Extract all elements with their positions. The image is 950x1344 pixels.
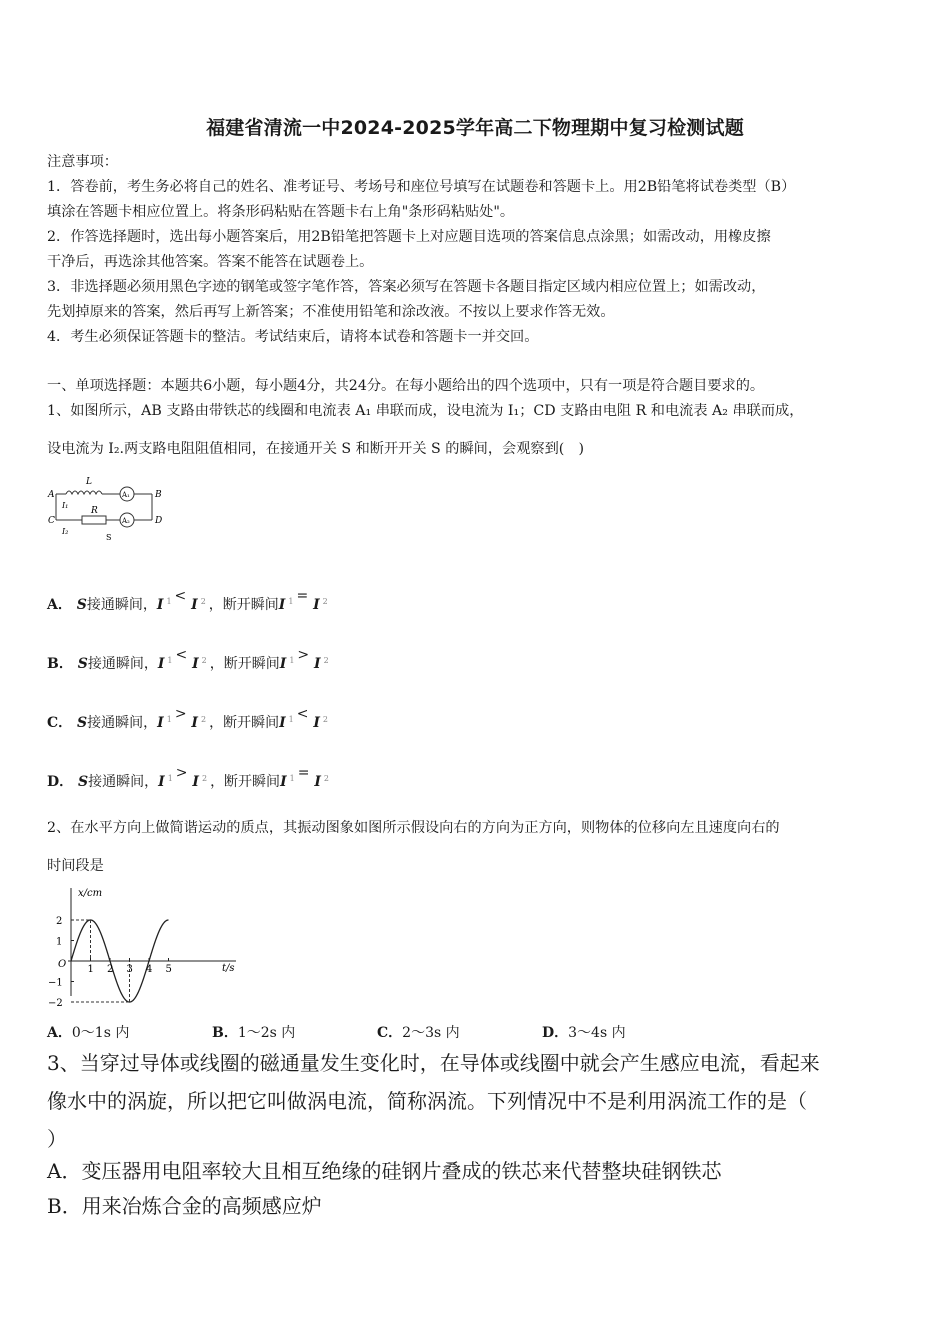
q2-option-c[interactable]: C．2～3s 内: [377, 1025, 460, 1041]
y-axis-label: x/cm: [78, 888, 103, 899]
notice-line: 4．考生必须保证答题卡的整洁。考试结束后，请将本试卷和答题卡一并交回。: [47, 329, 539, 345]
q3-stem-line3: ）: [47, 1127, 67, 1151]
notice-line: 2．作答选择题时，选出每小题答案后，用2B铅笔把答题卡上对应题目选项的答案信息点涂黑；如需改动，用橡皮擦: [47, 229, 771, 245]
q3-option-a[interactable]: A．变压器用电阻率较大且相互绝缘的硅钢片叠成的铁芯来代替整块硅钢铁芯: [47, 1159, 722, 1183]
x-axis-label: t/s: [222, 963, 235, 974]
label-B: B: [155, 490, 162, 500]
label-L: L: [86, 477, 92, 487]
q3-option-b[interactable]: B．用来冶炼合金的高频感应炉: [47, 1194, 322, 1218]
label-D: D: [155, 516, 163, 526]
x-tick-label: 2: [107, 964, 114, 975]
section-heading: 一、单项选择题：本题共6小题，每小题4分，共24分。在每小题给出的四个选项中，只有一项是符合题目要求的。: [47, 378, 765, 394]
x-tick-label: 1: [87, 964, 94, 975]
notice-line: 1．答卷前，考生务必将自己的姓名、准考证号、考场号和座位号填写在试题卷和答题卡上。用2B铅笔将试卷类型（B）: [47, 179, 796, 195]
q2-option-a[interactable]: A．0～1s 内: [47, 1025, 130, 1041]
notice-line: 先划掉原来的答案，然后再写上新答案；不准使用铅笔和涂改液。不按以上要求作答无效。: [47, 304, 615, 320]
y-tick-label: −2: [48, 998, 63, 1007]
q2-option-b[interactable]: B．1～2s 内: [212, 1025, 296, 1041]
label-R: R: [91, 506, 98, 516]
q1-option-d[interactable]: D． S接通瞬间，I $^1$ > I $^2$ ，断开瞬间I $^1$ = I $^2$: [47, 765, 329, 790]
q2-stem-line2: 时间段是: [47, 858, 104, 874]
notice-line: 填涂在答题卡相应位置上。将条形码粘贴在答题卡右上角"条形码粘贴处"。: [47, 204, 515, 220]
notice-line: 干净后，再选涂其他答案。答案不能答在试题卷上。: [47, 254, 374, 270]
q1-option-b[interactable]: B． S接通瞬间，I $^1$ < I $^2$ ，断开瞬间I $^1$ > I $^2$: [47, 647, 329, 672]
q2-stem-line1: 2、在水平方向上做简谐运动的质点，其振动图象如图所示假设向右的方向为正方向，则物体的位移向左且速度向右的: [47, 820, 780, 836]
y-tick-label: 1: [56, 936, 63, 948]
y-tick-label: 2: [56, 916, 63, 927]
origin-label: O: [58, 959, 67, 970]
label-I1: I₁: [62, 501, 69, 510]
notice-line: 3．非选择题必须用黑色字迹的钢笔或签字笔作答，答案必须写在答题卡各题目指定区域内相应位置上；如需改动，: [47, 279, 766, 295]
x-tick-label: 4: [146, 964, 153, 975]
notice-heading: 注意事项：: [47, 154, 118, 170]
label-A2: A₂: [122, 517, 130, 525]
label-S: S: [106, 533, 112, 542]
page-title: 福建省清流一中2024-2025学年高二下物理期中复习检测试题: [206, 117, 744, 139]
label-C: C: [48, 516, 55, 526]
y-tick-label: −1: [48, 977, 63, 989]
x-tick-label: 3: [126, 964, 133, 975]
label-A: A: [48, 490, 55, 500]
label-I2: I₂: [62, 527, 69, 536]
q2-option-d[interactable]: D．3～4s 内: [542, 1025, 626, 1041]
q3-stem-line1: 3、当穿过导体或线圈的磁通量发生变化时，在导体或线圈中就会产生感应电流，看起来: [47, 1051, 820, 1075]
q1-circuit-figure: [46, 476, 176, 546]
x-tick-label: 5: [165, 964, 172, 975]
q1-stem-line2: 设电流为 I₂.两支路电阻阻值相同，在接通开关 S 和断开开关 S 的瞬间，会观察到( ): [47, 441, 585, 457]
q1-option-c[interactable]: C． S接通瞬间，I $^1$ > I $^2$ ，断开瞬间I $^1$ < I $^2$: [47, 706, 328, 731]
q2-vibration-chart: [46, 882, 246, 1007]
q1-option-a[interactable]: A． S接通瞬间，I $^1$ < I $^2$ ，断开瞬间I $^1$ = I $^2$: [47, 588, 328, 613]
q1-stem-line1: 1、如图所示，AB 支路由带铁芯的线圈和电流表 A₁ 串联而成，设电流为 I₁；CD 支路由电阻 R 和电流表 A₂ 串联而成，: [47, 403, 804, 419]
q3-stem-line2: 像水中的涡旋，所以把它叫做涡电流，简称涡流。下列情况中不是利用涡流工作的是（: [47, 1089, 807, 1113]
label-A1: A₁: [122, 491, 130, 499]
